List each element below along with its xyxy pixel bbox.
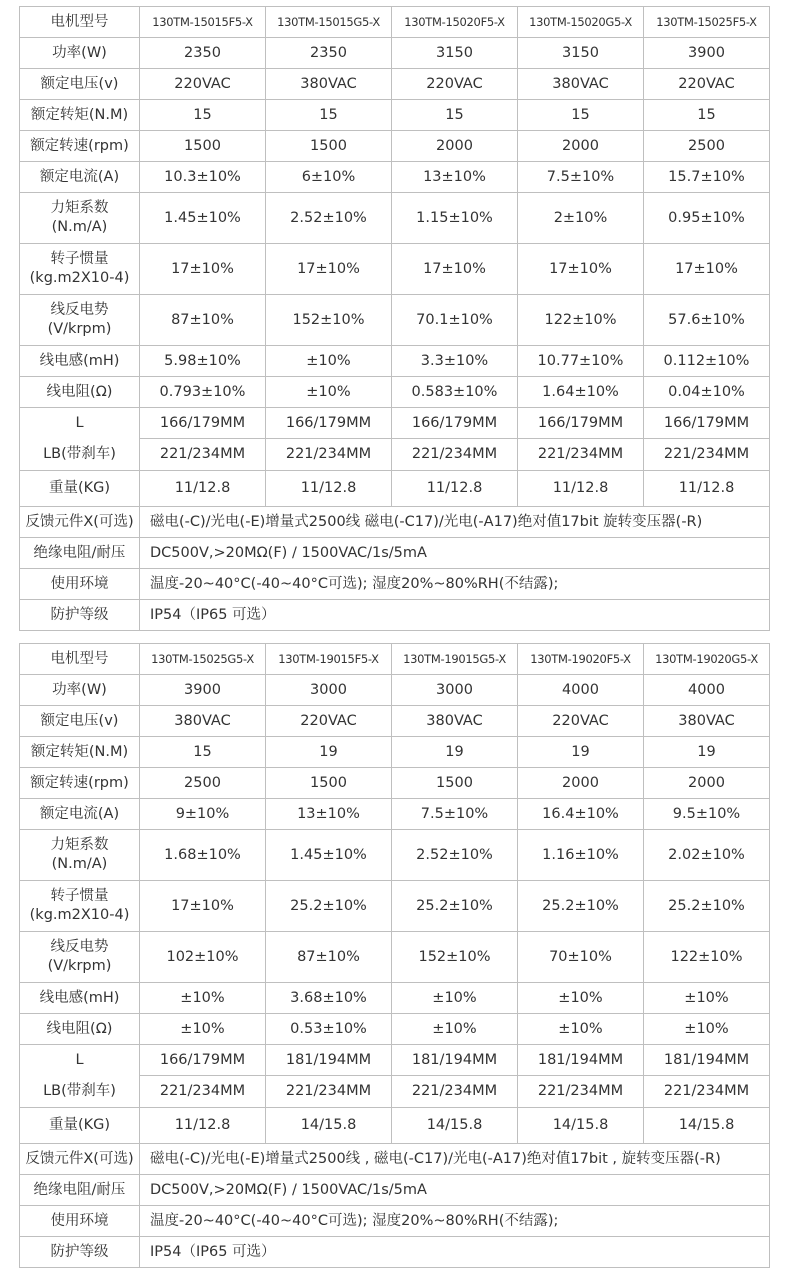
length-label	[20, 408, 140, 471]
table-cell: 166/179MM	[644, 408, 770, 439]
insulation-row	[20, 538, 770, 569]
table-cell: 70.1±10%	[392, 295, 518, 346]
length-label-l: L	[75, 415, 84, 431]
table-row	[20, 100, 770, 131]
row-label: 线电感(mH)	[20, 346, 140, 377]
row-label: 额定电压(v)	[20, 706, 140, 737]
length-label	[20, 1045, 140, 1108]
table-cell: 221/234MM	[140, 439, 266, 471]
table-cell: 17±10%	[266, 244, 392, 295]
table-cell: 2500	[644, 131, 770, 162]
table-cell: 14/15.8	[644, 1108, 770, 1144]
table-cell: 221/234MM	[644, 439, 770, 471]
table-cell: 19	[392, 737, 518, 768]
protection-value: IP54（IP65 可选）	[140, 1237, 770, 1268]
table-cell: 15	[392, 100, 518, 131]
table-row	[20, 346, 770, 377]
row-label: 力矩系数 (N.m/A)	[20, 193, 140, 244]
table-cell: 1.45±10%	[140, 193, 266, 244]
feedback-value: 磁电(-C)/光电(-E)增量式2500线 磁电(-C17)/光电(-A17)绝对值17bit 旋转变压器(-R)	[140, 507, 770, 538]
row-label: 反馈元件X(可选)	[20, 507, 140, 538]
row-label: 额定转速(rpm)	[20, 131, 140, 162]
spec-table-2	[19, 643, 770, 1268]
table-row	[20, 193, 770, 244]
model-name: 130TM-15025F5-X	[644, 7, 770, 38]
table-cell: 11/12.8	[140, 1108, 266, 1144]
table-row	[20, 799, 770, 830]
table-row	[20, 932, 770, 983]
row-label: 重量(KG)	[20, 471, 140, 507]
table-cell: 1.15±10%	[392, 193, 518, 244]
table-cell: 380VAC	[266, 69, 392, 100]
row-label: 额定转矩(N.M)	[20, 100, 140, 131]
table-cell: 1.64±10%	[518, 377, 644, 408]
feedback-value: 磁电(-C)/光电(-E)增量式2500线 , 磁电(-C17)/光电(-A17)绝对值17bit , 旋转变压器(-R)	[140, 1144, 770, 1175]
table-cell: ±10%	[518, 983, 644, 1014]
table-row	[20, 244, 770, 295]
table-cell: 0.583±10%	[392, 377, 518, 408]
header-row	[20, 644, 770, 675]
table-cell: 220VAC	[266, 706, 392, 737]
table-cell: 220VAC	[140, 69, 266, 100]
table-row	[20, 1108, 770, 1144]
length-label-l: L	[75, 1052, 84, 1068]
table-cell: 102±10%	[140, 932, 266, 983]
table-cell: 221/234MM	[392, 439, 518, 471]
table-cell: 380VAC	[644, 706, 770, 737]
row-label: 转子惯量 (kg.m2X10-4)	[20, 881, 140, 932]
table-cell: 2000	[518, 131, 644, 162]
table-row	[20, 131, 770, 162]
table-cell: 221/234MM	[140, 1076, 266, 1108]
header-row	[20, 7, 770, 38]
table-cell: 0.112±10%	[644, 346, 770, 377]
environment-row	[20, 1206, 770, 1237]
table-cell: 1.16±10%	[518, 830, 644, 881]
table-row	[20, 38, 770, 69]
feedback-row	[20, 1144, 770, 1175]
table-cell: 10.77±10%	[518, 346, 644, 377]
table-cell: 9.5±10%	[644, 799, 770, 830]
environment-value: 温度-20~40°C(-40~40°C可选); 湿度20%~80%RH(不结露);	[140, 1206, 770, 1237]
row-label: 电机型号	[20, 644, 140, 675]
table-cell: 380VAC	[392, 706, 518, 737]
table-cell: 11/12.8	[266, 471, 392, 507]
row-label: 反馈元件X(可选)	[20, 1144, 140, 1175]
environment-row	[20, 569, 770, 600]
table-row	[20, 295, 770, 346]
table-cell: 87±10%	[140, 295, 266, 346]
table-cell: 15	[140, 100, 266, 131]
table-cell: 15	[644, 100, 770, 131]
row-label: 力矩系数 (N.m/A)	[20, 830, 140, 881]
table-cell: ±10%	[644, 1014, 770, 1045]
insulation-value: DC500V,>20MΩ(F) / 1500VAC/1s/5mA	[140, 1175, 770, 1206]
table-cell: 17±10%	[392, 244, 518, 295]
table-row	[20, 471, 770, 507]
protection-row	[20, 600, 770, 631]
table-cell: 2.52±10%	[392, 830, 518, 881]
row-label: 功率(W)	[20, 38, 140, 69]
table-cell: 2500	[140, 768, 266, 799]
table-cell: 221/234MM	[266, 1076, 392, 1108]
table-cell: 25.2±10%	[644, 881, 770, 932]
table-cell: 1500	[266, 131, 392, 162]
table-cell: 3.68±10%	[266, 983, 392, 1014]
length-label-lb: LB(带刹车)	[43, 446, 116, 462]
table-cell: ±10%	[518, 1014, 644, 1045]
table-row	[20, 737, 770, 768]
table-cell: 221/234MM	[518, 1076, 644, 1108]
table-cell: 19	[266, 737, 392, 768]
table-cell: 2.52±10%	[266, 193, 392, 244]
table-cell: 3.3±10%	[392, 346, 518, 377]
row-label: 重量(KG)	[20, 1108, 140, 1144]
table-cell: ±10%	[266, 377, 392, 408]
table-cell: 181/194MM	[266, 1045, 392, 1076]
table-row	[20, 1014, 770, 1045]
table-cell: 220VAC	[644, 69, 770, 100]
table-cell: 3900	[140, 675, 266, 706]
table-cell: 3000	[266, 675, 392, 706]
table-cell: 4000	[518, 675, 644, 706]
row-label: 绝缘电阻/耐压	[20, 538, 140, 569]
table-row	[20, 162, 770, 193]
table-row	[20, 830, 770, 881]
table-cell: 14/15.8	[266, 1108, 392, 1144]
table-cell: 3900	[644, 38, 770, 69]
spec-table-1	[19, 6, 770, 631]
table-cell: 15	[140, 737, 266, 768]
table-cell: 2000	[392, 131, 518, 162]
model-name: 130TM-19015G5-X	[392, 644, 518, 675]
table-cell: 25.2±10%	[518, 881, 644, 932]
row-label: 线反电势 (V/krpm)	[20, 932, 140, 983]
table-cell: 221/234MM	[392, 1076, 518, 1108]
table-row	[20, 1045, 770, 1076]
table-cell: 220VAC	[392, 69, 518, 100]
table-cell: 10.3±10%	[140, 162, 266, 193]
table-cell: 11/12.8	[140, 471, 266, 507]
table-cell: ±10%	[140, 983, 266, 1014]
model-name: 130TM-15020G5-X	[518, 7, 644, 38]
table-cell: 87±10%	[266, 932, 392, 983]
table-cell: 0.793±10%	[140, 377, 266, 408]
row-label: 电机型号	[20, 7, 140, 38]
table-cell: 4000	[644, 675, 770, 706]
table-cell: 152±10%	[266, 295, 392, 346]
table-cell: 1.68±10%	[140, 830, 266, 881]
row-label: 额定电流(A)	[20, 799, 140, 830]
table-cell: 15	[518, 100, 644, 131]
table-row	[20, 706, 770, 737]
row-label: 额定电压(v)	[20, 69, 140, 100]
table-cell: 11/12.8	[392, 471, 518, 507]
model-name: 130TM-19020F5-X	[518, 644, 644, 675]
table-cell: ±10%	[266, 346, 392, 377]
table-row	[20, 881, 770, 932]
table-cell: 14/15.8	[392, 1108, 518, 1144]
row-label: 额定转矩(N.M)	[20, 737, 140, 768]
feedback-row	[20, 507, 770, 538]
table-cell: 2.02±10%	[644, 830, 770, 881]
table-cell: 2350	[140, 38, 266, 69]
table-cell: 152±10%	[392, 932, 518, 983]
table-cell: 25.2±10%	[392, 881, 518, 932]
table-cell: ±10%	[392, 1014, 518, 1045]
table-row	[20, 69, 770, 100]
table-cell: 221/234MM	[644, 1076, 770, 1108]
insulation-value: DC500V,>20MΩ(F) / 1500VAC/1s/5mA	[140, 538, 770, 569]
table-cell: 122±10%	[518, 295, 644, 346]
table-cell: 1500	[266, 768, 392, 799]
table-cell: 166/179MM	[392, 408, 518, 439]
table-cell: ±10%	[392, 983, 518, 1014]
table-cell: 181/194MM	[644, 1045, 770, 1076]
table-cell: 19	[518, 737, 644, 768]
table-cell: 221/234MM	[266, 439, 392, 471]
protection-row	[20, 1237, 770, 1268]
table-cell: 11/12.8	[644, 471, 770, 507]
table-cell: 0.95±10%	[644, 193, 770, 244]
table-cell: ±10%	[644, 983, 770, 1014]
table-cell: 221/234MM	[518, 439, 644, 471]
table-cell: 0.04±10%	[644, 377, 770, 408]
table-cell: 166/179MM	[518, 408, 644, 439]
table-cell: 25.2±10%	[266, 881, 392, 932]
table-cell: 2350	[266, 38, 392, 69]
table-cell: 3150	[518, 38, 644, 69]
row-label: 线电感(mH)	[20, 983, 140, 1014]
table-cell: 0.53±10%	[266, 1014, 392, 1045]
table-cell: 6±10%	[266, 162, 392, 193]
model-name: 130TM-15020F5-X	[392, 7, 518, 38]
table-cell: 2000	[518, 768, 644, 799]
row-label: 线电阻(Ω)	[20, 377, 140, 408]
table-cell: 19	[644, 737, 770, 768]
table-row	[20, 377, 770, 408]
row-label: 绝缘电阻/耐压	[20, 1175, 140, 1206]
table-cell: 181/194MM	[518, 1045, 644, 1076]
table-row	[20, 408, 770, 439]
table-cell: 380VAC	[518, 69, 644, 100]
model-name: 130TM-15025G5-X	[140, 644, 266, 675]
table-cell: 11/12.8	[518, 471, 644, 507]
table-cell: 380VAC	[140, 706, 266, 737]
table-cell: 9±10%	[140, 799, 266, 830]
table-cell: 7.5±10%	[392, 799, 518, 830]
table-cell: 1.45±10%	[266, 830, 392, 881]
table-cell: 2000	[644, 768, 770, 799]
table-cell: 16.4±10%	[518, 799, 644, 830]
table-cell: 14/15.8	[518, 1108, 644, 1144]
row-label: 转子惯量 (kg.m2X10-4)	[20, 244, 140, 295]
model-name: 130TM-19020G5-X	[644, 644, 770, 675]
table-cell: 166/179MM	[140, 1045, 266, 1076]
row-label: 额定电流(A)	[20, 162, 140, 193]
table-cell: 15.7±10%	[644, 162, 770, 193]
table-row	[20, 675, 770, 706]
table-cell: ±10%	[140, 1014, 266, 1045]
row-label: 额定转速(rpm)	[20, 768, 140, 799]
table-cell: 13±10%	[266, 799, 392, 830]
table-row	[20, 768, 770, 799]
table-cell: 70±10%	[518, 932, 644, 983]
table-cell: 7.5±10%	[518, 162, 644, 193]
table-cell: 166/179MM	[266, 408, 392, 439]
table-cell: 57.6±10%	[644, 295, 770, 346]
insulation-row	[20, 1175, 770, 1206]
table-cell: 13±10%	[392, 162, 518, 193]
row-label: 防护等级	[20, 1237, 140, 1268]
model-name: 130TM-15015G5-X	[266, 7, 392, 38]
row-label: 线电阻(Ω)	[20, 1014, 140, 1045]
table-cell: 2±10%	[518, 193, 644, 244]
table-cell: 1500	[140, 131, 266, 162]
table-cell: 17±10%	[140, 881, 266, 932]
table-cell: 5.98±10%	[140, 346, 266, 377]
table-cell: 15	[266, 100, 392, 131]
model-name: 130TM-15015F5-X	[140, 7, 266, 38]
table-cell: 3150	[392, 38, 518, 69]
table-cell: 17±10%	[518, 244, 644, 295]
table-cell: 166/179MM	[140, 408, 266, 439]
table-cell: 220VAC	[518, 706, 644, 737]
row-label: 线反电势 (V/krpm)	[20, 295, 140, 346]
row-label: 使用环境	[20, 1206, 140, 1237]
table-cell: 181/194MM	[392, 1045, 518, 1076]
row-label: 功率(W)	[20, 675, 140, 706]
table-cell: 122±10%	[644, 932, 770, 983]
protection-value: IP54（IP65 可选）	[140, 600, 770, 631]
row-label: 使用环境	[20, 569, 140, 600]
length-label-lb: LB(带刹车)	[43, 1083, 116, 1099]
table-cell: 3000	[392, 675, 518, 706]
row-label: 防护等级	[20, 600, 140, 631]
environment-value: 温度-20~40°C(-40~40°C可选); 湿度20%~80%RH(不结露);	[140, 569, 770, 600]
table-cell: 17±10%	[140, 244, 266, 295]
table-cell: 1500	[392, 768, 518, 799]
model-name: 130TM-19015F5-X	[266, 644, 392, 675]
table-cell: 17±10%	[644, 244, 770, 295]
table-row	[20, 983, 770, 1014]
